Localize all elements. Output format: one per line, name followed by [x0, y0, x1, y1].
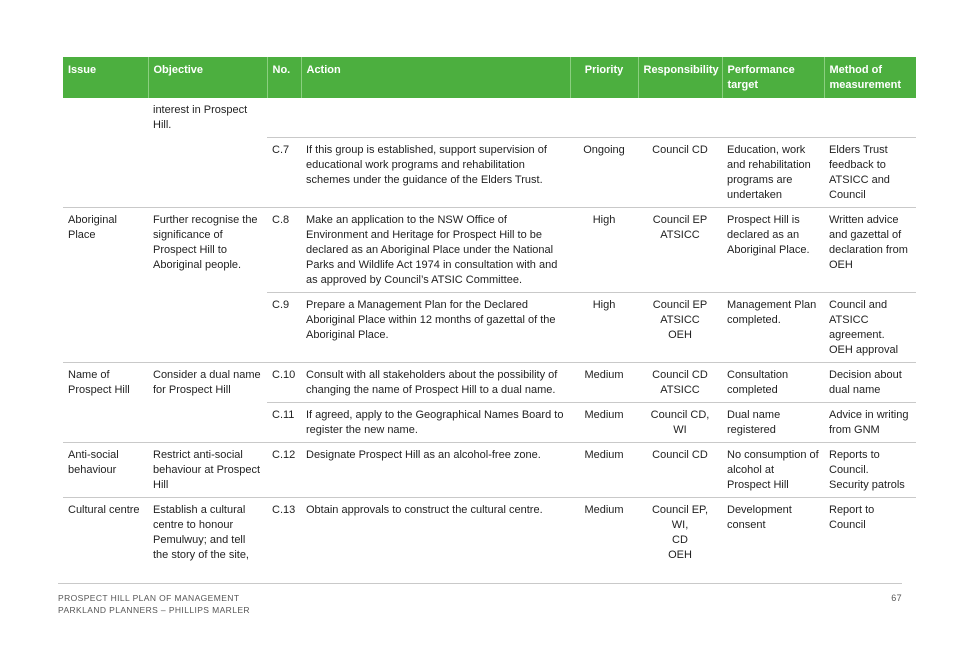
cell-objective: interest in Prospect Hill. — [153, 104, 248, 131]
cell-priority: Medium — [570, 497, 638, 567]
table-row — [63, 137, 916, 207]
cell-issue: Name of Prospect Hill — [63, 362, 148, 402]
cell-method: Decision about dual name — [824, 362, 916, 402]
cell-issue — [63, 98, 148, 137]
cell-action: Make an application to the NSW Office of Environment and Heritage for Prospect Hill to be declared as an Aboriginal Place under the National Parks and Wildlife Act 1974 in consultation with and as approved by Council’s ATSIC Committee. — [301, 207, 570, 292]
table-row — [63, 292, 916, 362]
header-issue: Issue — [63, 57, 148, 98]
cell-no — [267, 98, 301, 137]
cell-responsibility: Council EP, WI, CD OEH — [638, 497, 722, 567]
cell-target: Development consent — [722, 497, 824, 567]
page-number: 67 — [891, 593, 902, 603]
cell-responsibility: Council CD — [638, 442, 722, 497]
table-row — [63, 497, 916, 567]
cell-priority: Medium — [570, 402, 638, 442]
cell-priority: Ongoing — [570, 137, 638, 207]
cell-target: Education, work and rehabilitation programs are undertaken — [722, 137, 824, 207]
cell-target: Dual name registered — [722, 402, 824, 442]
cell-target — [722, 98, 824, 137]
cell-objective — [148, 402, 267, 442]
cell-method — [824, 98, 916, 137]
footer-document-title: PROSPECT HILL PLAN OF MANAGEMENT — [58, 593, 240, 603]
cell-action: If this group is established, support supervision of educational work programs and rehabilitation schemes under the guidance of the Elders Trust. — [301, 137, 570, 207]
cell-method: Written advice and gazettal of declaration from OEH — [824, 207, 916, 292]
cell-target: Prospect Hill is declared as an Aboriginal Place. — [722, 207, 824, 292]
cell-responsibility: Council CD ATSICC — [638, 362, 722, 402]
cell-objective — [148, 292, 267, 362]
cell-priority: High — [570, 292, 638, 362]
cell-responsibility — [638, 98, 722, 137]
cell-priority: Medium — [570, 442, 638, 497]
cell-target: Management Plan completed. — [722, 292, 824, 362]
cell-method: Council and ATSICC agreement. OEH approval — [824, 292, 916, 362]
table-body — [63, 98, 916, 567]
page-footer — [58, 583, 902, 616]
cell-responsibility: Council CD, WI — [638, 402, 722, 442]
cell-method: Reports to Council. Security patrols — [824, 442, 916, 497]
header-priority: Priority — [570, 57, 638, 98]
cell-issue — [63, 292, 148, 362]
table-row — [63, 402, 916, 442]
cell-no: C.12 — [267, 442, 301, 497]
cell-method: Report to Council — [824, 497, 916, 567]
cell-no: C.8 — [267, 207, 301, 292]
cell-objective: Further recognise the significance of Prospect Hill to Aboriginal people. — [148, 207, 267, 292]
cell-priority: Medium — [570, 362, 638, 402]
cell-priority: High — [570, 207, 638, 292]
cell-action: If agreed, apply to the Geographical Names Board to register the new name. — [301, 402, 570, 442]
table-row — [63, 207, 916, 292]
cell-action: Designate Prospect Hill as an alcohol-free zone. — [301, 442, 570, 497]
cell-issue: Aboriginal Place — [63, 207, 148, 292]
table-row — [63, 98, 916, 137]
cell-responsibility: Council EP ATSICC — [638, 207, 722, 292]
table-row — [63, 362, 916, 402]
header-objective: Objective — [148, 57, 267, 98]
cell-priority — [570, 98, 638, 137]
header-performance-target: Performance target — [722, 57, 824, 98]
cell-action: Consult with all stakeholders about the possibility of changing the name of Prospect Hill to a dual name. — [301, 362, 570, 402]
cell-no: C.13 — [267, 497, 301, 567]
cell-issue — [63, 137, 148, 207]
cell-responsibility: Council EP ATSICC OEH — [638, 292, 722, 362]
cell-method: Elders Trust feedback to ATSICC and Council — [824, 137, 916, 207]
cell-issue: Anti-social behaviour — [63, 442, 148, 497]
cell-action: Obtain approvals to construct the cultural centre. — [301, 497, 570, 567]
header-action: Action — [301, 57, 570, 98]
cell-no: C.9 — [267, 292, 301, 362]
cell-objective — [148, 137, 267, 207]
table-row — [63, 442, 916, 497]
cell-issue — [63, 402, 148, 442]
cell-responsibility: Council CD — [638, 137, 722, 207]
header-responsibility: Responsibility — [638, 57, 722, 98]
cell-no: C.11 — [267, 402, 301, 442]
cell-target: No consumption of alcohol at Prospect Hill — [722, 442, 824, 497]
footer-authors: PARKLAND PLANNERS – PHILLIPS MARLER — [58, 605, 250, 615]
header-method: Method of measurement — [824, 57, 916, 98]
cell-action — [301, 98, 570, 137]
cell-no: C.10 — [267, 362, 301, 402]
management-table-container — [63, 57, 916, 567]
cell-no: C.7 — [267, 137, 301, 207]
cell-objective: Consider a dual name for Prospect Hill — [148, 362, 267, 402]
cell-objective: Restrict anti-social behaviour at Prospect Hill — [148, 442, 267, 497]
cell-objective: Establish a cultural centre to honour Pemulwuy; and tell the story of the site, — [148, 497, 267, 567]
cell-target: Consultation completed — [722, 362, 824, 402]
action-plan-table — [63, 57, 916, 567]
cell-issue: Cultural centre — [63, 497, 148, 567]
header-no: No. — [267, 57, 301, 98]
cell-method: Advice in writing from GNM — [824, 402, 916, 442]
cell-action: Prepare a Management Plan for the Declared Aboriginal Place within 12 months of gazettal of the Aboriginal Place. — [301, 292, 570, 362]
table-header — [63, 57, 916, 98]
